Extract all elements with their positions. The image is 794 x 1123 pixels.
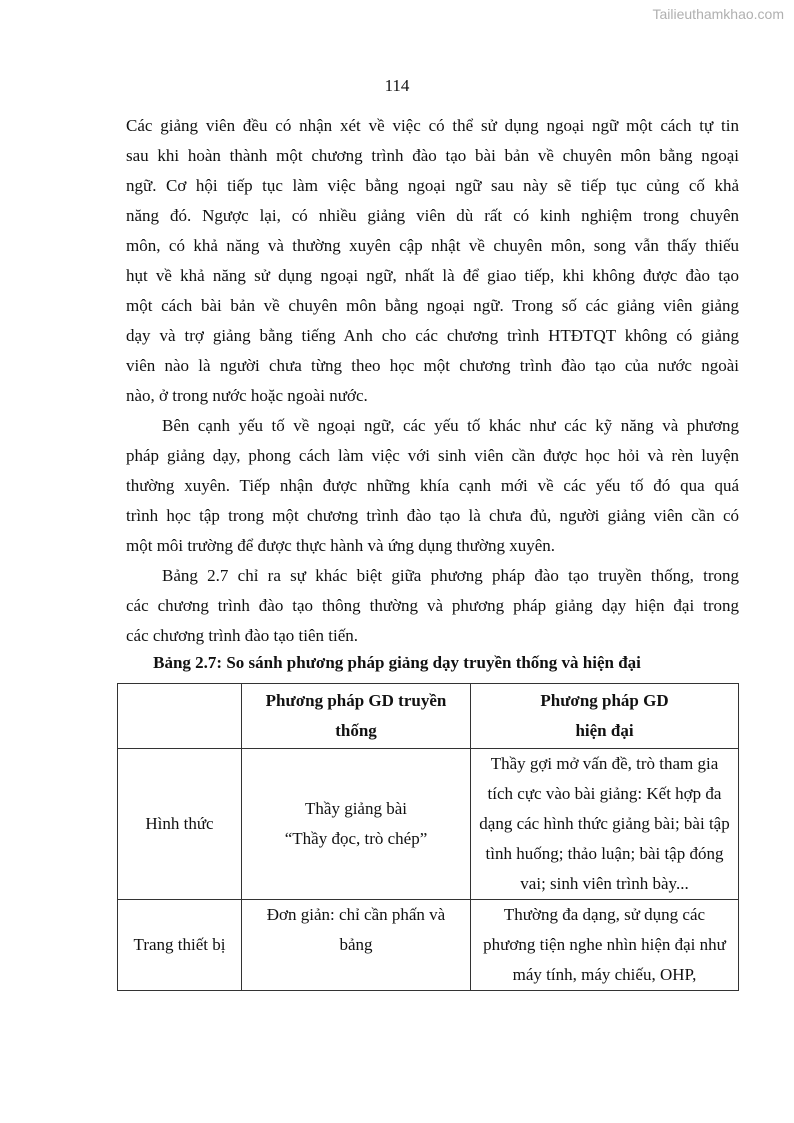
table-row	[118, 900, 739, 991]
paragraph	[126, 111, 739, 411]
header-modern-line: hiện đại	[575, 721, 634, 740]
body-text	[126, 111, 739, 651]
text-line: các chương trình đào tạo thông thường và phương pháp giảng dạy hiện đại trong	[126, 596, 739, 615]
cell-line: “Thầy đọc, trò chép”	[284, 829, 428, 848]
text-line: môn, có khả năng và thường xuyên cập nhật về chuyên môn, song vẫn thấy thiếu	[126, 236, 739, 255]
text-line: Bên cạnh yếu tố về ngoại ngữ, các yếu tố khác như các kỹ năng và phương	[162, 416, 739, 435]
text-line: một môi trường để được thực hành và ứng dụng thường xuyên.	[126, 536, 556, 555]
text-line: nào, ở trong nước hoặc ngoài nước.	[126, 386, 368, 405]
text-line: trình học tập trong một chương trình đào tạo là chưa đủ, người giảng viên cần có	[126, 506, 739, 525]
table-caption: Bảng 2.7: So sánh phương pháp giảng dạy truyền thống và hiện đại	[153, 653, 641, 672]
text-line: viên nào là người chưa từng theo học một chương trình đào tạo của nước ngoài	[126, 356, 739, 375]
text-line: dạy và trợ giảng bằng tiếng Anh cho các chương trình HTĐTQT không có giảng	[126, 326, 739, 345]
modern-cell: Thầy gợi mở vấn đề, trò tham gia tích cực vào bài giảng: Kết hợp đa dạng các hình thức giảng bài; bài tập tình huống; thảo luận; bài tập đóng vai; sinh viên trình bày...	[471, 749, 739, 900]
table-row	[118, 749, 739, 900]
row-label: Hình thức	[118, 749, 242, 900]
modern-cell: Thường đa dạng, sử dụng các phương tiện nghe nhìn hiện đại như máy tính, máy chiếu, OHP,	[471, 900, 739, 991]
text-line: ngữ. Cơ hội tiếp tục làm việc bằng ngoại ngữ sau này sẽ tiếp tục củng cố khả	[126, 176, 739, 195]
header-empty	[118, 684, 242, 749]
paragraph	[126, 411, 739, 561]
text-line: sau khi hoàn thành một chương trình đào tạo bài bản về chuyên môn bằng ngoại	[126, 146, 739, 165]
header-traditional: Phương pháp GD truyền thống	[242, 684, 471, 749]
text-line: một cách bài bản về chuyên môn bằng ngoại ngữ. Trong số các giảng viên giảng	[126, 296, 739, 315]
traditional-cell	[242, 749, 471, 900]
comparison-table	[117, 683, 739, 991]
table-header-row	[118, 684, 739, 749]
text-line: hụt về khả năng sử dụng ngoại ngữ, nhất là để giao tiếp, khi không được đào tạo	[126, 266, 739, 285]
text-line: thường xuyên. Tiếp nhận được những khía cạnh mới về các yếu tố đó qua quá	[126, 476, 739, 495]
cell-line: Thầy giảng bài	[305, 799, 407, 818]
page-number: 114	[384, 76, 410, 95]
text-line: năng đó. Ngược lại, có nhiều giảng viên dù rất có kinh nghiệm trong chuyên	[126, 206, 739, 225]
text-line: các chương trình đào tạo tiên tiến.	[126, 626, 359, 645]
row-label: Trang thiết bị	[118, 900, 242, 991]
text-line: Các giảng viên đều có nhận xét về việc có thể sử dụng ngoại ngữ một cách tự tin	[126, 116, 739, 135]
paragraph	[126, 561, 739, 651]
text-line: pháp giảng dạy, phong cách làm việc với sinh viên cần được học hỏi và rèn luyện	[126, 446, 739, 465]
header-modern-line: Phương pháp GD	[540, 691, 669, 710]
header-modern	[471, 684, 739, 749]
watermark: Tailieuthamkhao.com	[652, 6, 784, 22]
text-line: Bảng 2.7 chỉ ra sự khác biệt giữa phương pháp đào tạo truyền thống, trong	[162, 566, 739, 585]
traditional-cell: Đơn giản: chỉ cần phấn và bảng	[242, 900, 471, 991]
